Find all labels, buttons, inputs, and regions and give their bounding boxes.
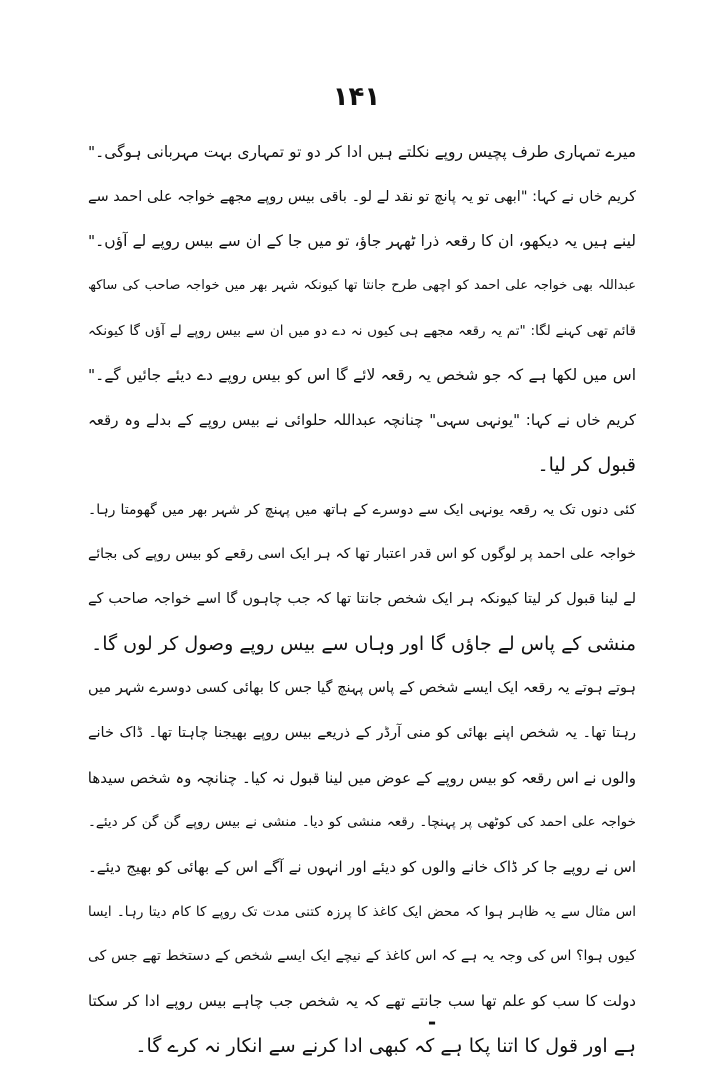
text-line: قائم تھی کہنے لگا: "تم یہ رقعہ مجھے ہی کیوں نہ دے دو میں ان سے بیس روپے لے آؤں گا کیونکہ [88,322,636,339]
text-line: رہتا تھا۔ یہ شخص اپنے بھائی کو منی آرڈر کے ذریعے بیس روپے بھیجنا چاہتا تھا۔ ڈاک خانے [88,724,636,741]
end-mark: - [427,1010,437,1034]
text-line: خواجہ علی احمد پر لوگوں کو اس قدر اعتبار تھا کہ ہر ایک اسی رقعے کو بیس روپے کی بجائے [88,546,636,563]
text-line: اس نے روپے جا کر ڈاک خانے والوں کو دیئے اور انہوں نے آگے اس کے بھائی کو بھیج دیئے۔ [88,858,636,876]
text-line: لینے ہیں یہ دیکھو، ان کا رقعہ ذرا ٹھہر جاؤ، تو میں جا کے ان سے بیس روپے لے آؤں۔" [88,232,636,251]
text-line: کئی دنوں تک یہ رقعہ یونہی ایک سے دوسرے کے ہاتھ میں پہنچ کر شہر بھر میں گھومتا رہا۔ [88,501,636,518]
text-line: دولت کا سب کو علم تھا سب جانتے تھے کہ یہ شخص جب چاہے بیس روپے ادا کر سکتا [88,992,636,1011]
page-number: ۱۴۱ [332,82,381,112]
page-body-text [88,130,636,1068]
text-line: والوں نے اس رقعہ کو بیس روپے کے عوض میں لینا قبول نہ کیا۔ چنانچہ وہ شخص سیدھا [88,768,636,787]
text-line: میرے تمہاری طرف پچیس روپے نکلتے ہیں ادا کر دو تو تمہاری بہت مہربانی ہوگی۔" [88,143,636,161]
text-line: ہے اور قول کا اتنا پکا ہے کہ کبھی ادا کرنے سے انکار نہ کرے گا۔ [135,1034,636,1057]
text-line: اس مثال سے یہ ظاہر ہوا کہ محض ایک کاغذ کا پرزہ کتنی مدت تک روپے کا کام دیتا رہا۔ ایسا [88,903,636,920]
text-line: کیوں ہوا؟ اس کی وجہ یہ ہے کہ اس کاغذ کے نیچے ایک ایسے شخص کے دستخط تھے جس کی [88,948,636,965]
text-line: ہوتے ہوتے یہ رقعہ ایک ایسے شخص کے پاس پہنچ گیا جس کا بھائی کسی دوسرے شہر میں [88,680,636,697]
text-line: خواجہ علی احمد کی کوٹھی پر پہنچا۔ رقعہ منشی کو دیا۔ منشی نے بیس روپے گن گن کر دیئے۔ [88,814,636,831]
text-line: اس میں لکھا ہے کہ جو شخص یہ رقعہ لائے گا اس کو بیس روپے دے دیئے جائیں گے۔" [88,366,636,385]
text-line: کریم خاں نے کہا: "یونہی سہی" چنانچہ عبداللہ حلوائی نے بیس روپے کے بدلے وہ رقعہ [88,411,636,430]
text-line: عبداللہ بھی خواجہ علی احمد کو اچھی طرح جانتا تھا کیونکہ شہر بھر میں خواجہ صاحب کی ساکھ [88,278,636,294]
text-line: لے لینا قبول کر لیتا کیونکہ ہر ایک شخص جانتا تھا کہ جب چاہوں گا اسے خواجہ صاحب کے [88,590,636,607]
text-line: کریم خاں نے کہا: "ابھی تو یہ پانچ تو نقد لے لو۔ باقی بیس روپے مجھے خواجہ علی احمد سے [88,188,636,205]
text-line: منشی کے پاس لے جاؤں گا اور وہاں سے بیس روپے وصول کر لوں گا۔ [91,632,636,655]
text-line: قبول کر لیا۔ [537,453,636,476]
